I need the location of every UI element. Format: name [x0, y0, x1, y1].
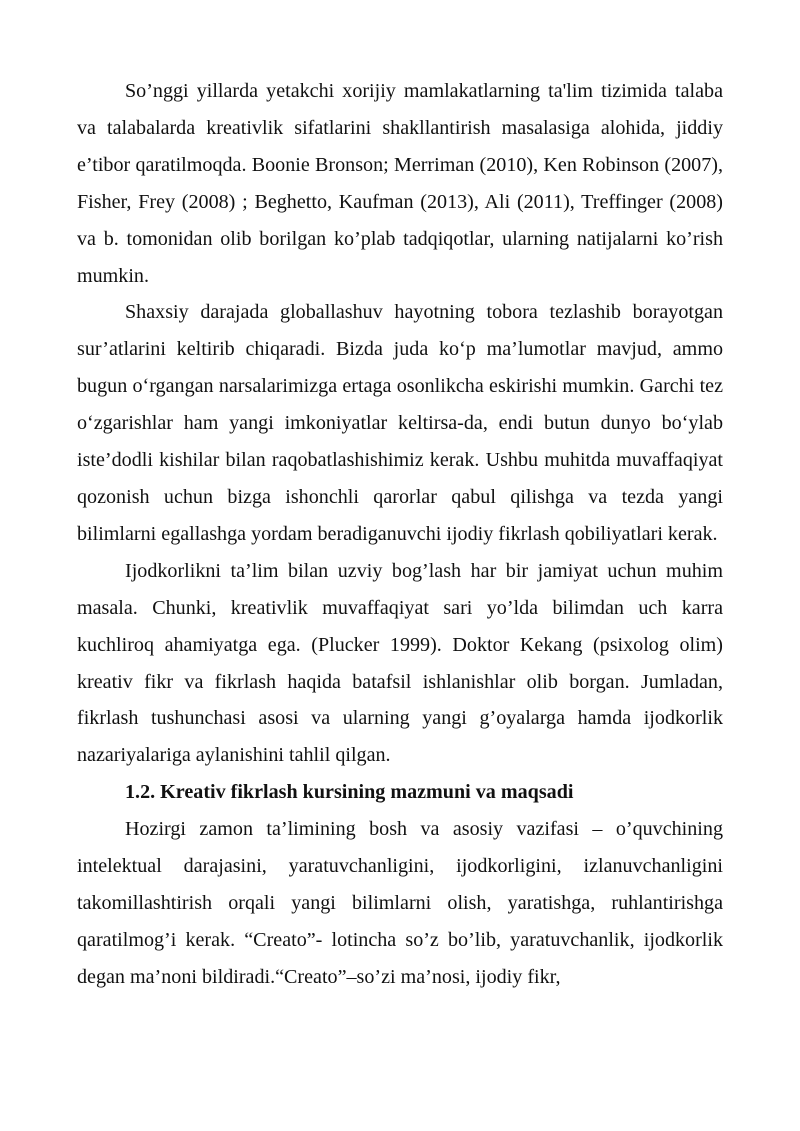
document-page: [77, 73, 723, 996]
paragraph-2: Shaxsiy darajada globallashuv hayotning tobora tezlashib borayotgan sur’atlarini keltirib chiqaradi. Bizda juda ko‘p ma’lumotlar mavjud, ammo bugun o‘rgangan narsalarimizga ertaga osonlikcha eskirishi mumkin. Garchi tez o‘zgarishlar ham yangi imkoniyatlar keltirsa-da, endi butun dunyo bo‘ylab iste’dodli kishilar bilan raqobatlashishimiz kerak. Ushbu muhitda muvaffaqiyat qozonish uchun bizga ishonchli qarorlar qabul qilishga va tezda yangi bilimlarni egallashga yordam beradiganuvchi ijodiy fikrlash qobiliyatlari kerak.: [77, 301, 723, 545]
paragraph-1: So’nggi yillarda yetakchi xorijiy mamlakatlarning ta'lim tizimida talaba va talabalarda kreativlik sifatlarini shakllantirish masalasiga alohida, jiddiy e’tibor qaratilmoqda. Boonie Bronson; Merriman (2010), Ken Robinson (2007), Fisher, Frey (2008) ; Beghetto, Kaufman (2013), Ali (2011), Treffinger (2008) va b. tomonidan olib borilgan ko’plab tadqiqotlar, ularning natijalarni ko’rish mumkin.: [77, 80, 723, 287]
paragraph-4: Hozirgi zamon ta’limining bosh va asosiy vazifasi – o’quvchining intelektual darajasini, yaratuvchanligini, ijodkorligini, izlanuvchanligini takomillashtirish orqali yangi bilimlarni olish, yaratishga, ruhlantirishga qaratilmog’i kerak. “Creato”- lotincha so’z bo’lib, yaratuvchanlik, ijodkorlik degan ma’noni bildiradi.“Creato”–so’zi ma’nosi, ijodiy fikr,: [77, 818, 723, 988]
section-heading: 1.2. Kreativ fikrlash kursining mazmuni va maqsadi: [125, 781, 574, 804]
paragraph-3: Ijodkorlikni ta’lim bilan uzviy bog’lash har bir jamiyat uchun muhim masala. Chunki, kreativlik muvaffaqiyat sari yo’lda bilimdan uch karra kuchliroq ahamiyatga ega. (Plucker 1999). Doktor Kekang (psixolog olim) kreativ fikr va fikrlash haqida batafsil ishlanishlar olib borgan. Jumladan, fikrlash tushunchasi asosi va ularning yangi g’oyalarga hamda ijodkorlik nazariyalariga aylanishini tahlil qilgan.: [77, 559, 723, 767]
